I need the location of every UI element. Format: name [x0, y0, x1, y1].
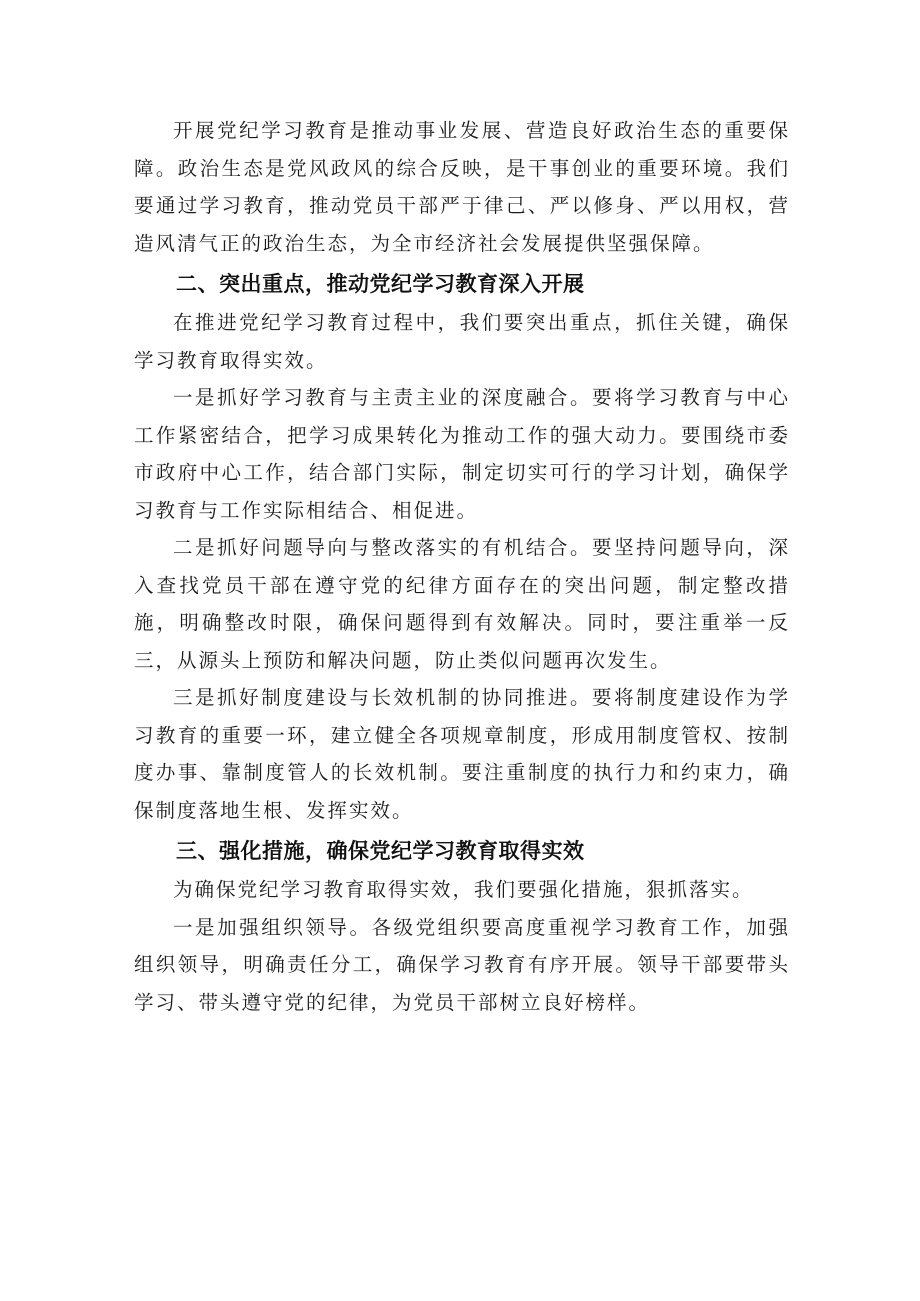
paragraph-problem-oriented: 二是抓好问题导向与整改落实的有机结合。要坚持问题导向，深入查找党员干部在遵守党的纪律方面存在的突出问题，制定整改措施，明确整改时限，确保问题得到有效解决。同时，要注重举一反三，从源头上预防和解决问题，防止类似问题再次发生。 — [134, 536, 790, 672]
paragraph-measures-intro: 为确保党纪学习教育取得实效，我们要强化措施，狠抓落实。 — [173, 878, 754, 901]
paragraph-integration: 一是抓好学习教育与主责主业的深度融合。要将学习教育与中心工作紧密结合，把学习成果转化为推动工作的强大动力。要围绕市委市政府中心工作，结合部门实际，制定切实可行的学习计划，确保学习教育与工作实际相结合、相促进。 — [134, 386, 790, 522]
paragraph-political-ecology: 开展党纪学习教育是推动事业发展、营造良好政治生态的重要保障。政治生态是党风政风的综合反映，是干事创业的重要环境。我们要通过学习教育，推动党员干部严于律己、严以修身、严以用权，营造风清气正的政治生态，为全市经济社会发展提供坚强保障。 — [134, 119, 790, 255]
paragraph-system-building: 三是抓好制度建设与长效机制的协同推进。要将制度建设作为学习教育的重要一环，建立健全各项规章制度，形成用制度管权、按制度办事、靠制度管人的长效机制。要注重制度的执行力和约束力，确保制度落地生根、发挥实效。 — [134, 686, 790, 822]
paragraph-leadership: 一是加强组织领导。各级党组织要高度重视学习教育工作，加强组织领导，明确责任分工，确保学习教育有序开展。领导干部要带头学习、带头遵守党的纪律，为党员干部树立良好榜样。 — [134, 915, 790, 1014]
section-heading-two: 二、突出重点，推动党纪学习教育深入开展 — [176, 272, 585, 296]
paragraph-focus-intro: 在推进党纪学习教育过程中，我们要突出重点，抓住关键，确保学习教育取得实效。 — [134, 311, 790, 372]
document-page — [134, 112, 790, 1021]
section-heading-three: 三、强化措施，确保党纪学习教育取得实效 — [176, 839, 585, 863]
